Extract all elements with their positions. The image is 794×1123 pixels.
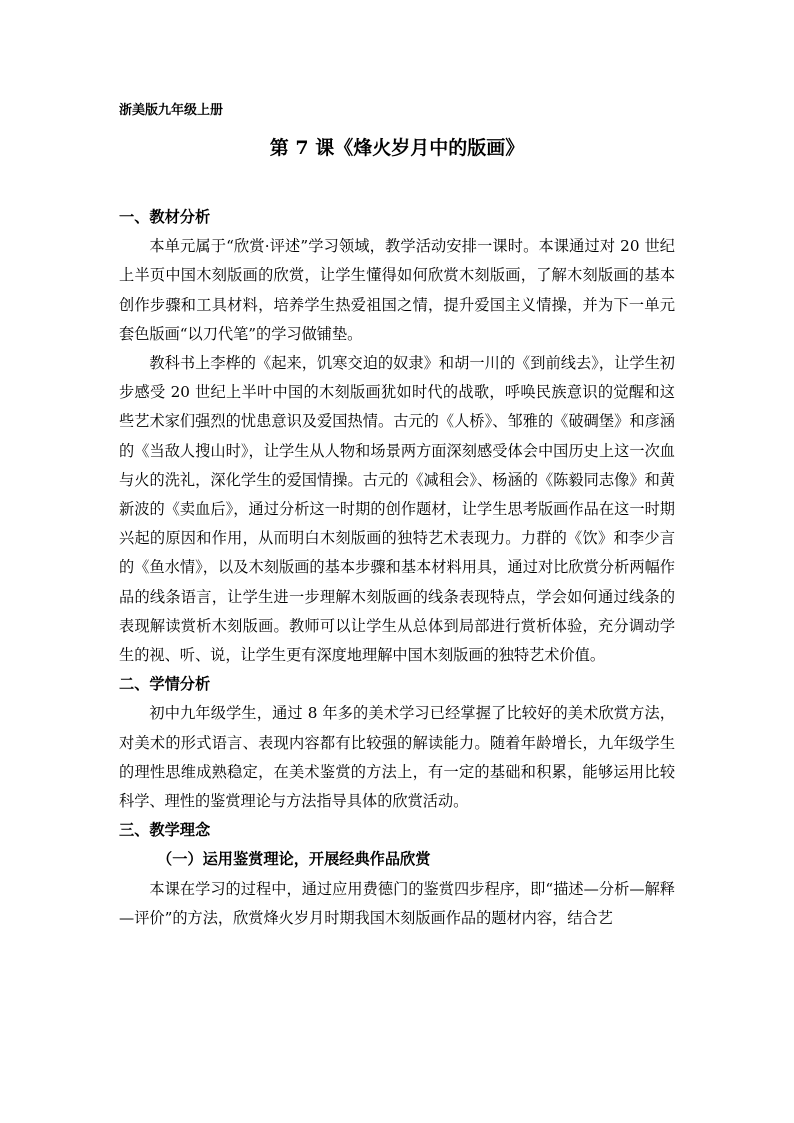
section-heading: 二、学情分析 [119, 675, 211, 694]
lesson-title: 第 7 课《烽火岁月中的版画》 [269, 137, 525, 159]
textbook-edition-label: 浙美版九年级上册 [119, 103, 224, 118]
body-paragraph: 教科书上李桦的《起来，饥寒交迫的奴隶》和胡一川的《到前线去》，让学生初步感受 20 世纪上半叶中国的木刻版画犹如时代的战歌，呼唤民族意识的觉醒和这些艺术家们强烈的忧患意识及爱国热情。古元的《人桥》、邹雅的《破碉堡》和彦涵的《当敌人搜山时》，让学生从人物和场景两方面深刻感受体会中国历史上这一次血与火的洗礼，深化学生的爱国情操。古元的《减租会》、杨涵的《陈毅同志像》和黄新波的《卖血后》，通过分析这一时期的创作题材，让学生思考版画作品在这一时期兴起的原因和作用，从而明白木刻版画的独特艺术表现力。力群的《饮》和李少言的《鱼水情》，以及木刻版画的基本步骤和基本材料用具，通过对比欣赏分析两幅作品的线条语言，让学生进一步理解木刻版画的线条表现特点，学会如何通过线条的表现解读赏析木刻版画。教师可以让学生从总体到局部进行赏析体验，充分调动学生的视、听、说，让学生更有深度地理解中国木刻版画的独特艺术价值。 [119, 354, 675, 665]
section-textbook-analysis [119, 203, 675, 670]
document-body [119, 203, 675, 933]
body-paragraph: 初中九年级学生，通过 8 年多的美术学习已经掌握了比较好的美术欣赏方法，对美术的形式语言、表现内容都有比较强的解读能力。随着年龄增长，九年级学生的理性思维成熟稳定，在美术鉴赏的方法上，有一定的基础和积累，能够运用比较科学、理性的鉴赏理论与方法指导具体的欣赏活动。 [119, 704, 675, 811]
section-student-analysis [119, 670, 675, 816]
body-paragraph: 本课在学习的过程中，通过应用费德门的鉴赏四步程序，即“描述—分析—解释—评价”的方法，欣赏烽火岁月时期我国木刻版画作品的题材内容，结合艺 [119, 879, 675, 927]
section-heading: 三、教学理念 [119, 821, 211, 840]
section-heading: 一、教材分析 [119, 208, 211, 226]
section-subheading: （一）运用鉴赏理论，开展经典作品欣赏 [157, 850, 431, 869]
body-paragraph: 本单元属于“欣赏·评述”学习领域，教学活动安排一课时。本课通过对 20 世纪上半页中国木刻版画的欣赏，让学生懂得如何欣赏木刻版画，了解木刻版画的基本创作步骤和工具材料，培养学生热爱祖国之情，提升爱国主义情操，并为下一单元套色版画“以刀代笔”的学习做铺垫。 [119, 237, 675, 343]
section-teaching-philosophy [119, 816, 675, 933]
